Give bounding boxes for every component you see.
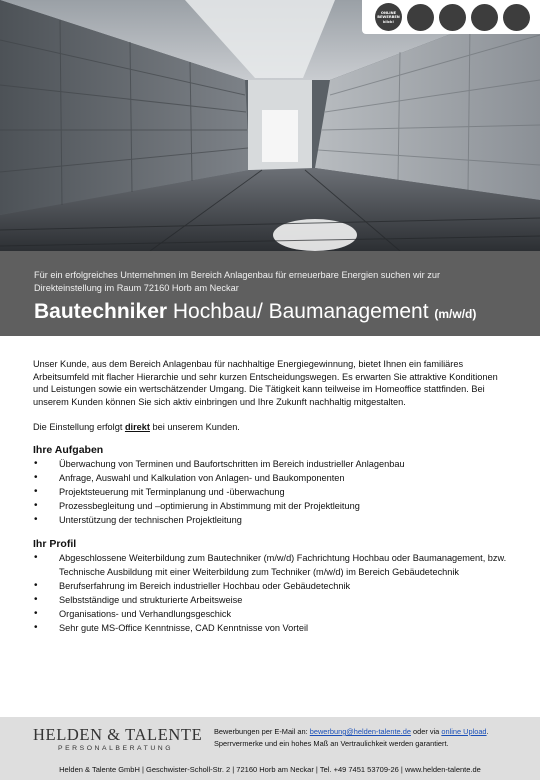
company-intro: Unser Kunde, aus dem Bereich Anlagenbau für nachhaltige Energiegewinnung, bietet Ihnen ein familiäres Arbeitsumfeld mit flacher Hierarchie und sehr kurzen Entscheidungswegen. Es erwarten Sie attraktive Konditionen und Leistungen sowie ein wertschätzender Umgang. Die Tätigkeit kann teilweise im Homeoffice stattfinden. Bei unserem Kunden können Sie sich aktiv einbringen und Ihre Zukunft nachhaltig mitgestalten.	[33, 359, 498, 407]
header-intro: Für ein erfolgreiches Unternehmen im Bereich Anlagenbau für erneuerbare Energien suchen wir zur Direkteinstellung im Raum 72160 Horb am Neckar	[34, 270, 441, 293]
logo-subtitle: PERSONALBERATUNG	[58, 745, 174, 752]
job-title-gender: (m/w/d)	[434, 307, 477, 321]
list-item: • Projektsteuerung mit Terminplanung und -überwachung	[33, 485, 507, 499]
xing-icon[interactable]	[503, 4, 530, 31]
hiring-note	[33, 421, 507, 434]
list-item: • Prozessbegleitung und –optimierung in Abstimmung mit der Projektleitung	[33, 499, 507, 513]
job-title-bold: Bautechniker	[34, 300, 168, 323]
email-link[interactable]: bewerbung@helden-talente.de	[309, 727, 411, 736]
list-item: • Sehr gute MS-Office Kenntnisse, CAD Kenntnisse von Vorteil	[33, 621, 507, 635]
footer-contact	[214, 726, 534, 750]
list-item: • Unterstützung der technischen Projektleitung	[33, 513, 507, 527]
job-title-rest: Hochbau/ Baumanagement	[167, 300, 435, 323]
list-item: • Abgeschlossene Weiterbildung zum Bautechniker (m/w/d) Fachrichtung Hochbau oder Baumanagement, bzw. Technische Ausbildung mit einer Weiterbildung zum Techniker (m/w/d) im Bereich Gebäudetechnik	[33, 551, 507, 579]
title-band	[0, 251, 540, 336]
contact-prefix: Bewerbungen per E-Mail an:	[214, 727, 310, 736]
online-apply-label-2: BEWERBEN	[377, 15, 400, 20]
hiring-emphasis: direkt	[124, 421, 150, 432]
footer	[0, 717, 540, 780]
instagram-icon[interactable]	[471, 4, 498, 31]
list-item: • Organisations- und Verhandlungsgeschick	[33, 607, 507, 621]
contact-suffix: .	[486, 727, 489, 736]
upload-link[interactable]: online Upload	[441, 727, 487, 736]
confidentiality-note: Sperrvermerke und ein hohes Maß an Vertraulichkeit werden garantiert.	[214, 739, 449, 748]
online-apply-label-3: klick!	[382, 19, 394, 24]
list-item: • Anfrage, Auswahl und Kalkulation von Anlagen- und Baukomponenten	[33, 471, 507, 485]
profile-heading: Ihr Profil	[33, 537, 77, 550]
contact-mid: oder via	[410, 727, 442, 736]
job-title	[34, 299, 476, 327]
job-description	[33, 358, 507, 635]
tasks-heading: Ihre Aufgaben	[33, 443, 104, 456]
facebook-icon[interactable]	[439, 4, 466, 31]
tasks-list	[33, 457, 507, 527]
profile-list	[33, 551, 507, 635]
list-item: • Überwachung von Terminen und Baufortschritten im Bereich industrieller Anlagenbau	[33, 457, 507, 471]
logo: HELDEN & TALENTE	[33, 725, 203, 744]
list-item: • Berufserfahrung im Bereich industrieller Hochbau oder Gebäudetechnik	[33, 579, 507, 593]
email-icon[interactable]	[407, 4, 434, 31]
hiring-suffix: bei unserem Kunden.	[149, 421, 240, 432]
hiring-prefix: Die Einstellung erfolgt	[33, 421, 125, 432]
company-info: Helden & Talente GmbH | Geschwister-Scholl-Str. 2 | 72160 Horb am Neckar | Tel. +49 7451 53709-26 | www.helden-talente.de	[59, 765, 481, 774]
online-apply-button[interactable]	[375, 3, 402, 31]
hero-image	[0, 0, 540, 251]
online-apply-label-1: ONLINE	[380, 11, 397, 16]
social-bar	[362, 0, 540, 34]
list-item: • Selbstständige und strukturierte Arbeitsweise	[33, 593, 507, 607]
corridor-illustration	[0, 0, 540, 251]
